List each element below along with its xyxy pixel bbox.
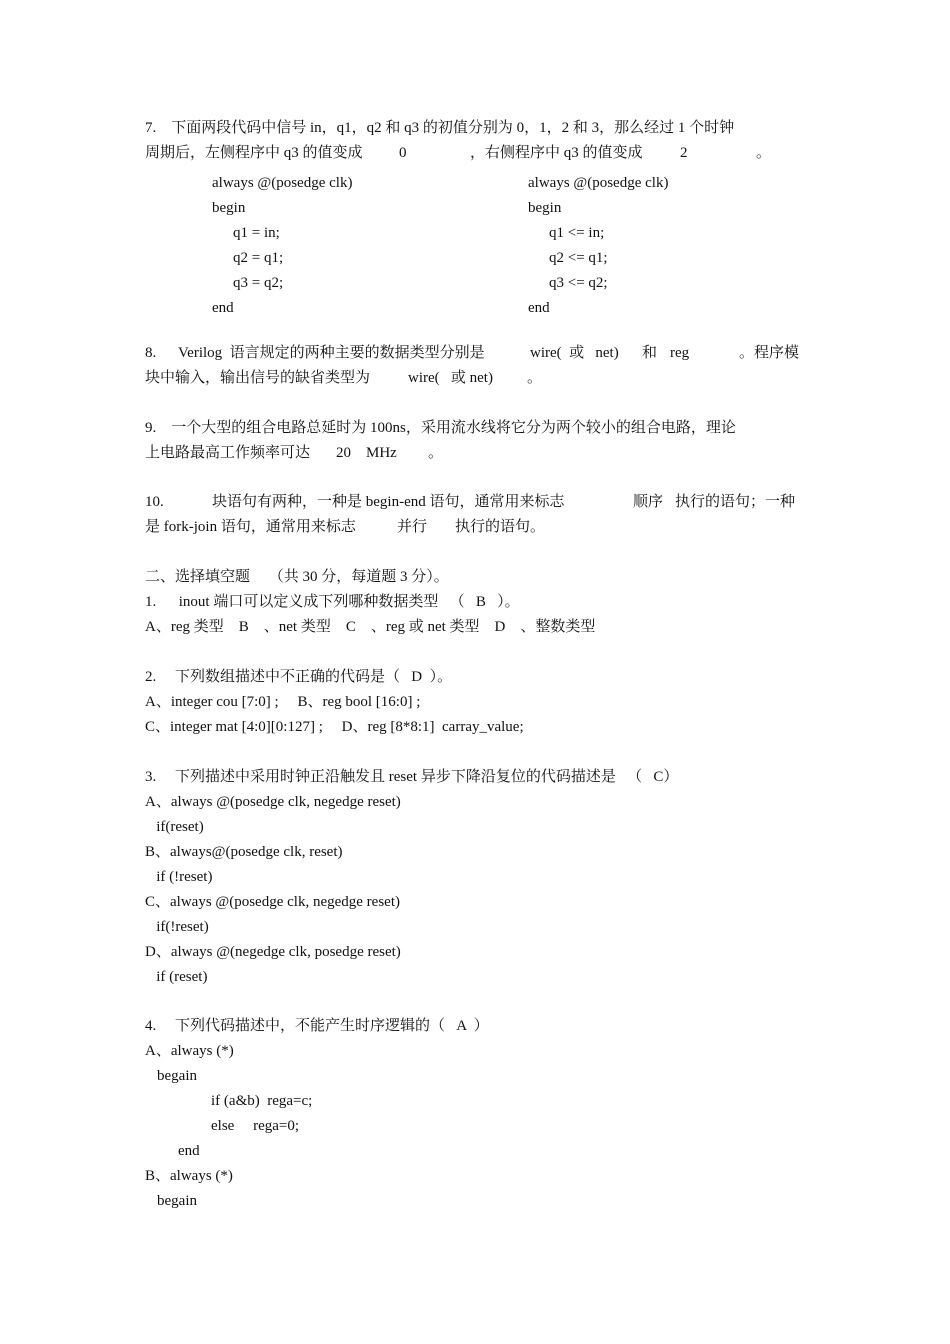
q7-right-code-line: begin — [528, 200, 562, 216]
q7-line2-b: ，右侧程序中 q3 的值变成 — [470, 145, 643, 161]
q10-answer-2: 并行 — [397, 519, 428, 535]
q7-right-code-line: q1 <= in; — [549, 225, 605, 241]
q10-number: 10. — [145, 494, 164, 510]
choice4-line: B、always (*) — [145, 1168, 233, 1184]
q7-line1: 7. 下面两段代码中信号 in，q1，q2 和 q3 的初值分别为 0，1，2 和 3，那么经过 1 个时钟 — [145, 120, 735, 136]
q8-line2-a: 块中输入，输出信号的缺省类型为 — [145, 370, 371, 386]
choice2-options-line: C、integer mat [4:0][0:127] ; D、reg [8*8:1] carray_value; — [145, 719, 524, 735]
q7-right-code-line: end — [528, 300, 550, 316]
q7-left-code-line: q1 = in; — [233, 225, 280, 241]
q7-right-code-line: q3 <= q2; — [549, 275, 608, 291]
q7-answer-left: 0 — [399, 145, 407, 161]
q8-text-end: 。程序模 — [739, 345, 800, 361]
choice3-line: A、always @(posedge clk, negedge reset) — [145, 794, 401, 810]
choice3-line: if(reset) — [145, 819, 204, 835]
q10-text: 块语句有两种，一种是 begin-end 语句，通常用来标志 — [212, 494, 565, 510]
choice3-line: C、always @(posedge clk, negedge reset) — [145, 894, 400, 910]
q8-and: 和 — [642, 345, 658, 361]
choice4-line: else rega=0; — [211, 1118, 300, 1134]
choice1-options: A、reg 类型 B 、net 类型 C 、reg 或 net 类型 D 、整数类型 — [145, 619, 596, 635]
choice1-question: 1. inout 端口可以定义成下列哪种数据类型 （ B ）。 — [145, 594, 520, 610]
q8-answer-3: wire( 或 net) — [408, 370, 493, 386]
q7-left-code-line: begin — [212, 200, 246, 216]
q8-line2-c: 。 — [527, 370, 543, 386]
choice4-line: A、always (*) — [145, 1043, 234, 1059]
q9-answer: 20 MHz — [336, 445, 397, 461]
choice3-line: D、always @(negedge clk, posedge reset) — [145, 944, 401, 960]
q7-line2-a: 周期后，左侧程序中 q3 的值变成 — [145, 145, 363, 161]
choice4-line: if (a&b) rega=c; — [211, 1093, 313, 1109]
q7-right-code-line: always @(posedge clk) — [528, 175, 669, 191]
q7-line2-c: 。 — [756, 145, 772, 161]
q7-left-code-line: always @(posedge clk) — [212, 175, 353, 191]
q10-line2-c: 执行的语句。 — [455, 519, 546, 535]
choice2-options-line: A、integer cou [7:0] ; B、reg bool [16:0] ; — [145, 694, 421, 710]
choice2-question: 2. 下列数组描述中不正确的代码是（ D ）。 — [145, 669, 453, 685]
choice4-question: 4. 下列代码描述中，不能产生时序逻辑的（ A ） — [145, 1018, 489, 1034]
q8-answer-1: wire( 或 net) — [530, 345, 619, 361]
q7-left-code-line: q3 = q2; — [233, 275, 284, 291]
q8-text: Verilog 语言规定的两种主要的数据类型分别是 — [178, 345, 485, 361]
choice4-line: begain — [157, 1193, 197, 1209]
choice4-line: end — [178, 1143, 200, 1159]
q10-line2-a: 是 fork-join 语句，通常用来标志 — [145, 519, 356, 535]
q9-line2-c: 。 — [428, 445, 444, 461]
q7-right-code-line: q2 <= q1; — [549, 250, 608, 266]
q8-answer-2: reg — [670, 345, 690, 361]
q7-left-code-line: end — [212, 300, 234, 316]
q8-number: 8. — [145, 345, 157, 361]
q9-line2-a: 上电路最高工作频率可达 — [145, 445, 311, 461]
q9-line1: 9. 一个大型的组合电路总延时为 100ns，采用流水线将它分为两个较小的组合电路，理论 — [145, 420, 736, 436]
q10-text-end: 执行的语句；一种 — [675, 494, 796, 510]
choice3-line: B、always@(posedge clk, reset) — [145, 844, 343, 860]
choice3-line: if (reset) — [145, 969, 208, 985]
q7-answer-right: 2 — [680, 145, 688, 161]
choice3-line: if(!reset) — [145, 919, 209, 935]
q10-answer-1: 顺序 — [633, 494, 664, 510]
section-title: 二、选择填空题 （共 30 分，每道题 3 分）。 — [145, 569, 449, 585]
choice3-question: 3. 下列描述中采用时钟正沿触发且 reset 异步下降沿复位的代码描述是 （ C） — [145, 769, 679, 785]
q7-left-code-line: q2 = q1; — [233, 250, 284, 266]
choice4-line: begain — [157, 1068, 197, 1084]
choice3-line: if (!reset) — [145, 869, 213, 885]
